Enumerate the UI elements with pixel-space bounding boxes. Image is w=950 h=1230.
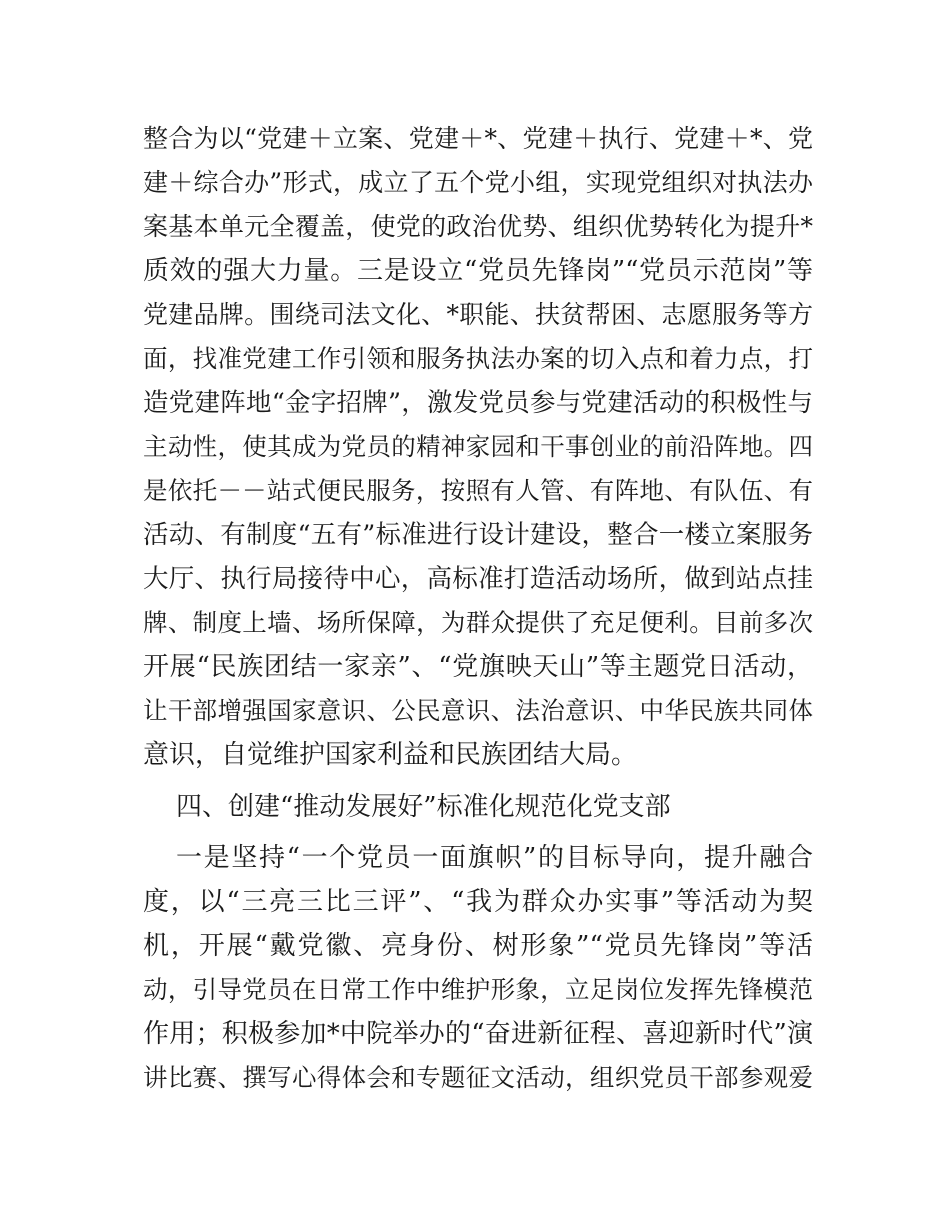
paragraph-line: 让干部增强国家意识、公民意识、法治意识、中华民族共同体 [143,696,813,725]
paragraph-line: 是依托－－站式便民服务，按照有人管、有阵地、有队伍、有 [143,476,813,505]
paragraph-line: 一是坚持“一个党员一面旗帜”的目标导向，提升融合 [176,843,813,873]
paragraph-line: 大厅、执行局接待中心，高标准打造活动场所，做到站点挂 [143,564,813,594]
paragraph-line: 牌、制度上墙、场所保障，为群众提供了充足便利。目前多次 [143,608,813,637]
paragraph-line: 质效的强大力量。三是设立“党员先锋岗”“党员示范岗”等 [143,256,813,286]
paragraph-line: 案基本单元全覆盖，使党的政治优势、组织优势转化为提升* [143,212,813,241]
paragraph-line: 开展“民族团结一家亲”、“党旗映天山”等主题党日活动， [143,652,813,682]
section-heading: 四、创建“推动发展好”标准化规范化党支部 [176,792,671,822]
paragraph-line: 活动、有制度“五有”标准进行设计建设，整合一楼立案服务 [143,520,813,550]
paragraph-line: 意识，自觉维护国家利益和民族团结大局。 [143,740,638,770]
paragraph-line: 机，开展“戴党徽、亮身份、树形象”“党员先锋岗”等活 [143,931,813,961]
paragraph-line: 作用；积极参加*中院举办的“奋进新征程、喜迎新时代”演 [143,1019,813,1049]
paragraph-line: 度，以“三亮三比三评”、“我为群众办实事”等活动为契 [143,887,813,917]
paragraph-line: 讲比赛、撰写心得体会和专题征文活动，组织党员干部参观爱 [143,1063,813,1092]
paragraph-line: 整合为以“党建＋立案、党建＋*、党建＋执行、党建＋*、党 [143,124,813,153]
paragraph-line: 造党建阵地“金字招牌”，激发党员参与党建活动的积极性与 [143,388,813,418]
paragraph-line: 建＋综合办”形式，成立了五个党小组，实现党组织对执法办 [143,168,813,197]
paragraph-line: 面，找准党建工作引领和服务执法办案的切入点和着力点，打 [143,344,813,373]
paragraph-line: 动，引导党员在日常工作中维护形象，立足岗位发挥先锋模范 [143,975,813,1004]
paragraph-line: 党建品牌。围绕司法文化、*职能、扶贫帮困、志愿服务等方 [143,300,813,329]
paragraph-line: 主动性，使其成为党员的精神家园和干事创业的前沿阵地。四 [143,432,813,461]
